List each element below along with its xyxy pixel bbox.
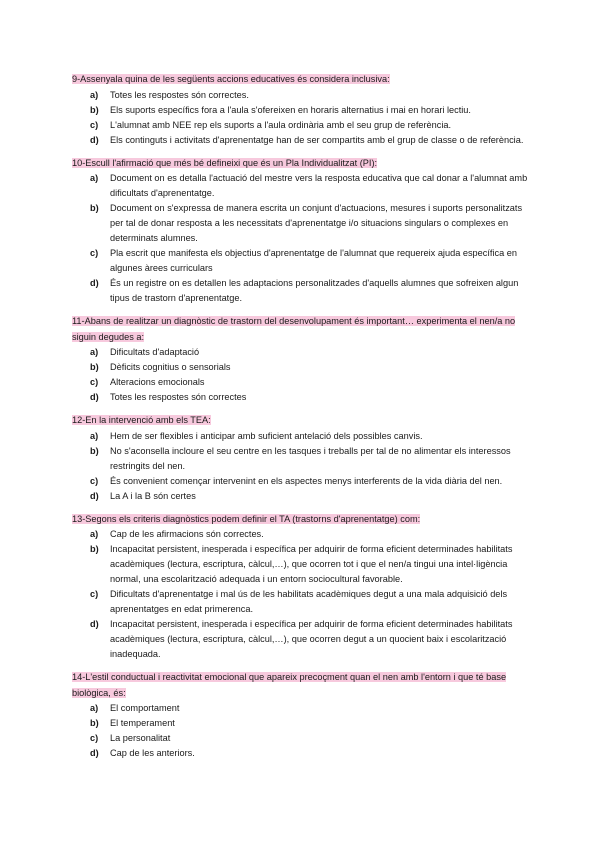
question-12 xyxy=(72,413,532,504)
option-a xyxy=(72,345,532,360)
option-text: Totes les respostes són correctes. xyxy=(110,89,249,100)
option-letter: a) xyxy=(90,703,99,713)
option-letter: c) xyxy=(90,377,99,387)
option-text: És convenient començar intervenint en els aspectes menys interferents de la vida diària del nen. xyxy=(110,475,503,486)
option-text: Pla escrit que manifesta els objectius d'aprenentatge de l'alumnat que requereix ajuda específica en algunes àrees curriculars xyxy=(110,248,517,273)
option-d xyxy=(72,133,532,148)
option-a xyxy=(72,527,532,542)
option-a xyxy=(72,88,532,103)
option-list xyxy=(72,88,532,148)
option-d xyxy=(72,390,532,405)
option-text: Dificultats d'adaptació xyxy=(110,347,200,357)
option-text: El temperament xyxy=(110,718,175,728)
option-b xyxy=(72,444,532,474)
option-text: Cap de les anteriors. xyxy=(110,748,195,758)
option-text: Els suports específics fora a l'aula s'ofereixen en horaris alternatius i mai en horari lectiu. xyxy=(110,104,471,115)
option-letter: b) xyxy=(90,718,99,728)
option-d xyxy=(72,276,532,306)
option-list xyxy=(72,429,532,504)
question-11 xyxy=(72,314,532,405)
question-title: 14-L'estil conductual i reactivitat emocional que apareix precoçment quan el nen amb l'entorn i que té base biològica, és: xyxy=(72,672,507,698)
option-list xyxy=(72,701,532,761)
option-letter: c) xyxy=(90,733,99,743)
option-c xyxy=(72,731,532,746)
question-list xyxy=(72,72,532,769)
option-a xyxy=(72,701,532,716)
option-text: Incapacitat persistent, inesperada i específica per adquirir de forma eficient determinades habilitats acadèmiques (lectura, escriptura, càlcul,…), que ocorren degut a un quocient baix i escolarització inadequada. xyxy=(110,619,513,659)
option-text: La A i la B són certes xyxy=(110,490,196,501)
option-letter: a) xyxy=(90,529,99,539)
option-b xyxy=(72,201,532,246)
option-a xyxy=(72,171,532,201)
question-10 xyxy=(72,156,532,307)
option-letter: c) xyxy=(90,119,99,130)
option-letter: a) xyxy=(90,173,99,183)
option-d xyxy=(72,746,532,761)
question-14 xyxy=(72,670,532,761)
option-a xyxy=(72,429,532,444)
option-b xyxy=(72,103,532,118)
option-text: Cap de les afirmacions són correctes. xyxy=(110,529,264,539)
option-c xyxy=(72,474,532,489)
option-text: Totes les respostes són correctes xyxy=(110,392,247,402)
option-text: Document on es detalla l'actuació del mestre vers la resposta educativa que cal donar a l'alumnat amb dificultats d'aprenentatge. xyxy=(110,173,528,198)
option-text: Dèficits cognitius o sensorials xyxy=(110,362,231,372)
option-text: L'alumnat amb NEE rep els suports a l'aula ordinària amb el seu grup de referència. xyxy=(110,119,452,130)
option-letter: a) xyxy=(90,347,99,357)
option-letter: b) xyxy=(90,544,99,554)
option-letter: b) xyxy=(90,362,99,372)
option-letter: d) xyxy=(90,490,99,501)
option-b xyxy=(72,542,532,587)
option-letter: b) xyxy=(90,445,99,456)
option-letter: b) xyxy=(90,203,99,213)
question-title: 9-Assenyala quina de les següents accions educatives és considera inclusiva: xyxy=(72,74,390,84)
option-text: Incapacitat persistent, inesperada i específica per adquirir de forma eficient determinades habilitats acadèmiques (lectura, escriptura, càlcul,…), que ocorren tot i que el nen/a tingui una intel·ligència normal, una escolarització adequada i un entorn sociocultural favorable. xyxy=(110,544,513,584)
question-9 xyxy=(72,72,532,148)
option-list xyxy=(72,171,532,306)
option-text: Dificultats d'aprenentatge i mal ús de les habilitats acadèmiques degut a una mala adquisició dels aprenentatges en edat primerenca. xyxy=(110,589,508,614)
option-text: No s'aconsella incloure el seu centre en les tasques i treballs per tal de no alimentar els interessos restringits del nen. xyxy=(110,445,511,471)
option-text: Document on s'expressa de manera escrita un conjunt d'actuacions, mesures i suports personalitzats per tal de donar resposta a les necessitats d'aprenentatge i/o situacions singulars o complexes en determinats alumnes. xyxy=(110,203,523,243)
option-letter: d) xyxy=(90,392,99,402)
question-title: 13-Segons els criteris diagnòstics podem definir el TA (trastorns d'aprenentatge) com: xyxy=(72,513,421,524)
question-13 xyxy=(72,512,532,663)
option-text: Els continguts i activitats d'aprenentatge han de ser compartits amb el grup de classe o de referència. xyxy=(110,134,524,145)
option-list xyxy=(72,527,532,662)
option-letter: c) xyxy=(90,475,99,486)
option-c xyxy=(72,118,532,133)
option-text: Alteracions emocionals xyxy=(110,377,205,387)
option-letter: d) xyxy=(90,134,99,145)
option-letter: b) xyxy=(90,104,99,115)
option-text: La personalitat xyxy=(110,733,171,743)
option-d xyxy=(72,617,532,662)
option-c xyxy=(72,246,532,276)
option-letter: d) xyxy=(90,748,99,758)
option-text: El comportament xyxy=(110,703,180,713)
option-letter: d) xyxy=(90,619,99,629)
question-title: 12-En la intervenció amb els TEA: xyxy=(72,415,211,425)
question-title: 10-Escull l'afirmació que més bé defineixi que és un Pla Individualitzat (PI): xyxy=(72,157,378,168)
option-c xyxy=(72,375,532,390)
option-text: És un registre on es detallen les adaptacions personalitzades d'aquells alumnes que sofreixen algun tipus de trastorn d'aprenentatge. xyxy=(110,278,519,303)
option-d xyxy=(72,489,532,504)
option-letter: c) xyxy=(90,248,99,258)
option-b xyxy=(72,716,532,731)
option-letter: a) xyxy=(90,430,99,441)
option-letter: a) xyxy=(90,89,99,100)
option-letter: d) xyxy=(90,278,99,288)
option-text: Hem de ser flexibles i anticipar amb suficient antelació dels possibles canvis. xyxy=(110,430,423,441)
option-letter: c) xyxy=(90,589,99,599)
option-list xyxy=(72,345,532,405)
option-c xyxy=(72,587,532,617)
option-b xyxy=(72,360,532,375)
question-title: 11-Abans de realitzar un diagnòstic de trastorn del desenvolupament és important… experimenta el nen/a no siguin degudes a: xyxy=(72,316,516,342)
